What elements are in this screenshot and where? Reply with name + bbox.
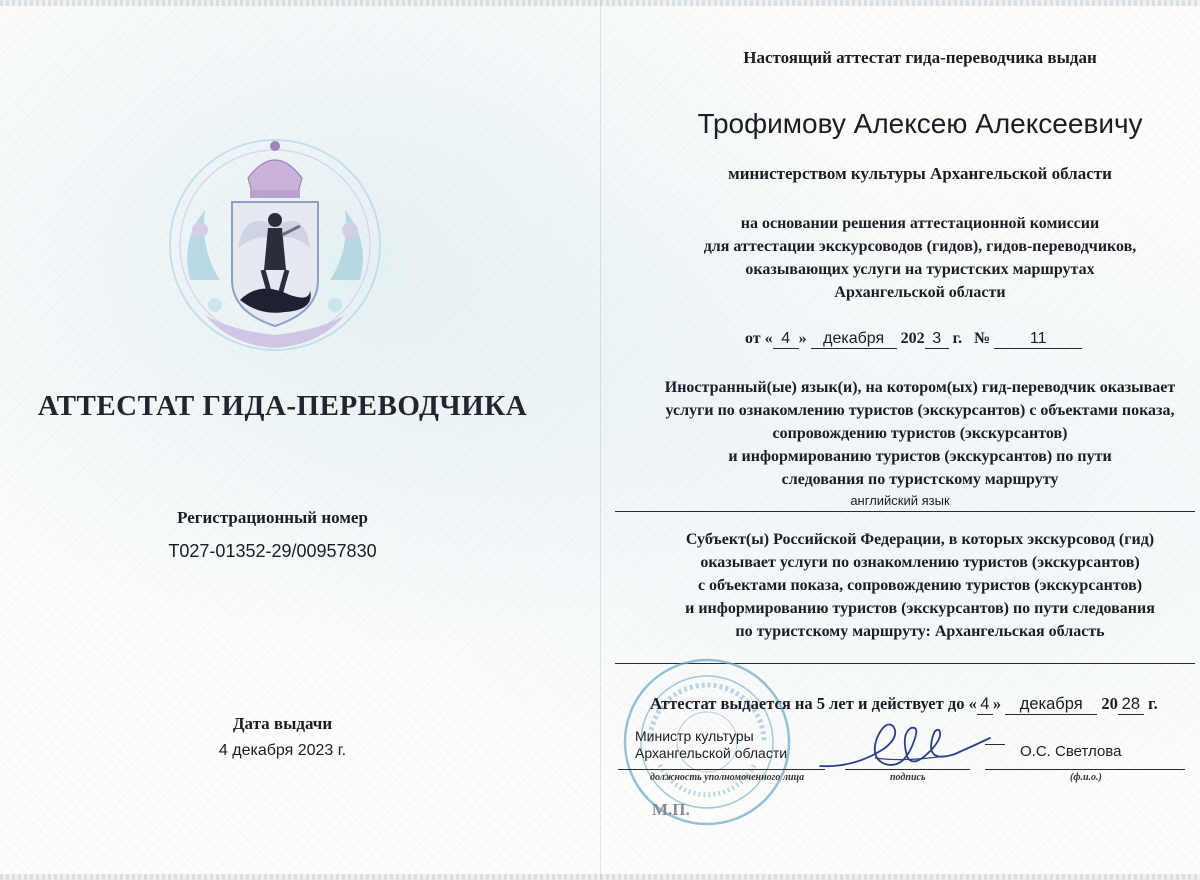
languages-line: следования по туристскому маршруту — [781, 471, 1059, 488]
registration-number: Т027-01352-29/00957830 — [168, 541, 377, 561]
signer-position-line: Архангельской области — [635, 745, 788, 761]
signer-position-line: Министр культуры — [635, 728, 754, 744]
signer-position — [635, 728, 835, 762]
regions-line: с объектами показа, сопровождению туристов (экскурсантов) — [697, 577, 1143, 594]
languages-line: сопровождению туристов (экскурсантов) — [772, 425, 1068, 442]
validity-close-quote: » — [992, 694, 1002, 713]
recipient-name: Трофимову Алексею Алексеевичу — [697, 108, 1143, 139]
languages-description — [608, 376, 1200, 491]
caption-signature: подпись — [890, 772, 926, 783]
issue-date: 4 декабря 2023 г. — [218, 742, 347, 759]
position-underline — [618, 769, 825, 770]
decision-from-label: от « — [745, 330, 773, 347]
issuing-authority: министерством культуры Архангельской области — [728, 164, 1112, 183]
signer-dash — [985, 744, 1005, 745]
validity-year-unit: г. — [1147, 694, 1158, 713]
decision-date-row — [745, 330, 1165, 356]
basis-line: для аттестации экскурсоводов (гидов), гидов-переводчиков, — [703, 238, 1137, 255]
languages-line: услуги по ознакомлению туристов (экскурсантов) с объектами показа, — [665, 402, 1175, 419]
regions-line: по туристскому маршруту: Архангельская область — [735, 623, 1105, 640]
regions-description — [605, 528, 1200, 643]
regions-line: оказывает услуги по ознакомлению туристов (экскурсантов) — [700, 554, 1140, 571]
commission-basis — [610, 212, 1200, 304]
validity-year-prefix: 20 — [1101, 694, 1118, 713]
decision-day: 4 — [773, 330, 799, 349]
issued-to-label: Настоящий аттестат гида-переводчика выдан — [743, 48, 1097, 67]
validity-row — [650, 694, 1200, 720]
signature-underline — [845, 769, 970, 770]
decision-number: 11 — [994, 330, 1082, 349]
language-underline — [615, 511, 1195, 512]
decision-year-prefix: 202 — [900, 330, 925, 347]
languages-line: Иностранный(ые) язык(и), на котором(ых) гид-переводчик оказывает — [664, 379, 1176, 396]
languages-line: и информированию туристов (экскурсантов) по пути — [728, 448, 1112, 465]
seal-mark: М.П. — [652, 800, 690, 819]
caption-name: (ф.и.о.) — [1070, 772, 1102, 783]
decision-year-unit: г. — [952, 330, 963, 347]
signer-name: О.С. Светлова — [1020, 743, 1122, 760]
language-value: английский язык — [850, 493, 950, 508]
basis-line: на основании решения аттестационной комиссии — [740, 215, 1100, 232]
validity-day: 4 — [977, 695, 993, 715]
coat-of-arms-icon — [160, 130, 390, 360]
registration-number-label: Регистрационный номер — [177, 508, 368, 527]
validity-year-suffix: 28 — [1118, 695, 1144, 715]
decision-close-quote: » — [798, 330, 807, 347]
fold-line — [600, 0, 601, 880]
decision-number-label: № — [974, 330, 991, 347]
basis-line: Архангельской области — [834, 284, 1006, 301]
caption-position: должность уполномоченного лица — [650, 772, 805, 783]
validity-month: декабря — [1005, 695, 1097, 715]
issue-date-label: Дата выдачи — [232, 714, 333, 733]
decision-year-suffix: 3 — [925, 330, 949, 349]
validity-text: Аттестат выдается на 5 лет и действует до « — [650, 694, 977, 713]
certificate-title: АТТЕСТАТ ГИДА-ПЕРЕВОДЧИКА — [37, 390, 528, 422]
decision-month: декабря — [811, 330, 897, 349]
name-underline — [985, 769, 1185, 770]
regions-line: Субъект(ы) Российской Федерации, в которых экскурсовод (гид) — [685, 531, 1155, 548]
regions-line: и информированию туристов (экскурсантов) по пути следования — [685, 600, 1155, 617]
basis-line: оказывающих услуги на туристских маршрутах — [745, 261, 1095, 278]
